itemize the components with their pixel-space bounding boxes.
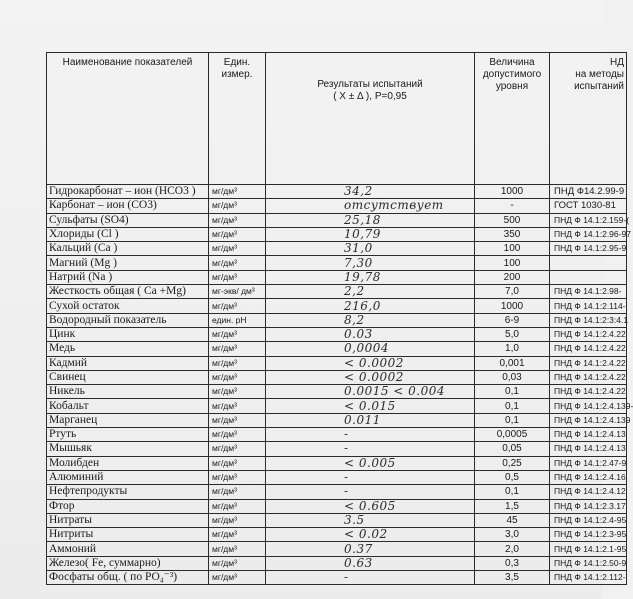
- table-row: [47, 356, 627, 370]
- method-reference: ПНД Ф 14.1:2.95-9: [550, 242, 627, 256]
- result-value: отсутствует: [266, 199, 475, 213]
- result-value: 31,0: [266, 242, 475, 256]
- result-value: < 0.02: [266, 528, 475, 542]
- unit-cell: мг/дм³: [209, 342, 266, 356]
- parameter-name: Кальций (Са ): [47, 242, 209, 256]
- parameter-name: Фтор: [47, 499, 209, 513]
- table-row: [47, 299, 627, 313]
- unit-cell: мг/дм³: [209, 399, 266, 413]
- unit-cell: мг/дм³: [209, 270, 266, 284]
- table-row: [47, 342, 627, 356]
- parameter-name: Марганец: [47, 413, 209, 427]
- result-value: 7,30: [266, 256, 475, 270]
- method-reference: ПНД Ф 14.1:2.50-9: [550, 556, 627, 570]
- unit-cell: мг-экв/ дм³: [209, 285, 266, 299]
- table-row: [47, 399, 627, 413]
- unit-cell: мг/дм³: [209, 571, 266, 585]
- limit-value: 500: [475, 213, 550, 227]
- limit-value: 350: [475, 227, 550, 241]
- unit-cell: мг/дм³: [209, 199, 266, 213]
- unit-cell: мг/дм³: [209, 442, 266, 456]
- limit-value: 0,03: [475, 370, 550, 384]
- result-value: < 0.605: [266, 499, 475, 513]
- limit-value: 7,0: [475, 285, 550, 299]
- result-value: 19,78: [266, 270, 475, 284]
- limit-value: 2,0: [475, 542, 550, 556]
- result-value: 2,2: [266, 285, 475, 299]
- method-reference: ПНД Ф 14.1:2.3-95: [550, 528, 627, 542]
- result-value: < 0.0002: [266, 356, 475, 370]
- limit-value: 200: [475, 270, 550, 284]
- table-row: [47, 428, 627, 442]
- table-row: [47, 270, 627, 284]
- table-row: [47, 528, 627, 542]
- parameter-name: Железо( Fe, суммарно): [47, 556, 209, 570]
- unit-cell: мг/дм³: [209, 242, 266, 256]
- limit-value: 0,0005: [475, 428, 550, 442]
- unit-cell: мг/дм³: [209, 327, 266, 341]
- parameter-name: Фосфаты общ. ( по РО₄⁻³): [47, 571, 209, 585]
- method-reference: ПНД Ф 14.1:2.4.22: [550, 385, 627, 399]
- method-reference: ПНД Ф 14.1:2.112-: [550, 571, 627, 585]
- method-reference: ПНД Ф 14.1:2.4.13: [550, 428, 627, 442]
- limit-value: 45: [475, 513, 550, 527]
- method-reference: ПНД Ф 14.1:2.4.12: [550, 485, 627, 499]
- unit-cell: мг/дм³: [209, 542, 266, 556]
- result-value: 0.37: [266, 542, 475, 556]
- parameter-name: Гидрокарбонат – ион (НСО3 ): [47, 185, 209, 199]
- table-row: [47, 213, 627, 227]
- unit-cell: мг/дм³: [209, 513, 266, 527]
- result-value: -: [266, 470, 475, 484]
- unit-cell: мг/дм³: [209, 456, 266, 470]
- table-row: [47, 256, 627, 270]
- result-value: 0.0015 < 0.004: [266, 385, 475, 399]
- limit-value: 6-9: [475, 313, 550, 327]
- limit-value: 3,5: [475, 571, 550, 585]
- table-row: [47, 385, 627, 399]
- method-reference: ПНД Ф 14.1:2.4.139-: [550, 399, 627, 413]
- method-reference: ПНД Ф 14.1:2.1-95: [550, 542, 627, 556]
- unit-cell: мг/дм³: [209, 485, 266, 499]
- result-value: 0.011: [266, 413, 475, 427]
- result-value: 8,2: [266, 313, 475, 327]
- table-row: [47, 513, 627, 527]
- header-limit: Величина допустимого уровня: [475, 53, 550, 185]
- limit-value: 0,1: [475, 385, 550, 399]
- table-row: [47, 313, 627, 327]
- limit-value: 0,05: [475, 442, 550, 456]
- parameter-name: Алюминий: [47, 470, 209, 484]
- parameter-name: Свинец: [47, 370, 209, 384]
- table-row: [47, 542, 627, 556]
- result-value: 25,18: [266, 213, 475, 227]
- parameter-name: Медь: [47, 342, 209, 356]
- result-value: -: [266, 428, 475, 442]
- limit-value: 1000: [475, 299, 550, 313]
- parameter-name: Сульфаты (SO4): [47, 213, 209, 227]
- result-value: 0.63: [266, 556, 475, 570]
- method-reference: ПНД Ф 14.1:2.96-97: [550, 227, 627, 241]
- table-row: [47, 556, 627, 570]
- parameter-name: Нитраты: [47, 513, 209, 527]
- table-row: [47, 227, 627, 241]
- table-row: [47, 370, 627, 384]
- unit-cell: мг/дм³: [209, 370, 266, 384]
- table-row: [47, 185, 627, 199]
- unit-cell: мг/дм³: [209, 556, 266, 570]
- unit-cell: мг/дм³: [209, 470, 266, 484]
- result-value: < 0.0002: [266, 370, 475, 384]
- method-reference: ПНД Ф 14.1:2.4-95: [550, 513, 627, 527]
- parameter-name: Жесткость общая ( Са +Mg): [47, 285, 209, 299]
- unit-cell: мг/дм³: [209, 413, 266, 427]
- header-result: Результаты испытаний ( Х ± Δ ), Р=0,95: [266, 53, 475, 185]
- limit-value: 100: [475, 256, 550, 270]
- table-row: [47, 285, 627, 299]
- result-value: 34,2: [266, 185, 475, 199]
- unit-cell: мг/дм³: [209, 385, 266, 399]
- parameter-name: Карбонат – ион (СО3): [47, 199, 209, 213]
- method-reference: [550, 256, 627, 270]
- method-reference: ПНД Ф 14.1:2.114-: [550, 299, 627, 313]
- table-row: [47, 456, 627, 470]
- limit-value: 0,3: [475, 556, 550, 570]
- table-row: [47, 470, 627, 484]
- method-reference: ПНД Ф 14.1:2.159-(: [550, 213, 627, 227]
- limit-value: 100: [475, 242, 550, 256]
- parameter-name: Хлориды (Cl ): [47, 227, 209, 241]
- method-reference: ПНД Ф14.2.99-9: [550, 185, 627, 199]
- result-value: 216,0: [266, 299, 475, 313]
- result-value: < 0.015: [266, 399, 475, 413]
- result-value: 0,0004: [266, 342, 475, 356]
- result-value: 0.03: [266, 327, 475, 341]
- parameter-name: Цинк: [47, 327, 209, 341]
- method-reference: ПНД Ф 14.1:2.4.22: [550, 356, 627, 370]
- limit-value: 0,1: [475, 485, 550, 499]
- method-reference: ПНД Ф 14.1:2:3:4.1: [550, 313, 627, 327]
- method-reference: ПНД Ф 14.1:2.4.16: [550, 470, 627, 484]
- result-value: 10,79: [266, 227, 475, 241]
- table-row: [47, 442, 627, 456]
- unit-cell: мг/дм³: [209, 299, 266, 313]
- limit-value: -: [475, 199, 550, 213]
- table-header-row: [47, 53, 627, 185]
- method-reference: ПНД Ф 14.1:2.3.17: [550, 499, 627, 513]
- parameter-name: Кобальт: [47, 399, 209, 413]
- unit-cell: мг/дм³: [209, 499, 266, 513]
- method-reference: ПНД Ф 14.1:2.4.22: [550, 327, 627, 341]
- limit-value: 0,1: [475, 413, 550, 427]
- unit-cell: мг/дм³: [209, 528, 266, 542]
- table-row: [47, 199, 627, 213]
- method-reference: ПНД Ф 14.1:2.4.22: [550, 342, 627, 356]
- parameter-name: Натрий (Na ): [47, 270, 209, 284]
- header-name: Наименование показателей: [47, 53, 209, 185]
- parameter-name: Нефтепродукты: [47, 485, 209, 499]
- table-row: [47, 413, 627, 427]
- parameter-name: Кадмий: [47, 356, 209, 370]
- result-value: 3.5: [266, 513, 475, 527]
- unit-cell: един. рН: [209, 313, 266, 327]
- result-value: -: [266, 485, 475, 499]
- unit-cell: мг/дм³: [209, 227, 266, 241]
- table-row: [47, 327, 627, 341]
- limit-value: 5,0: [475, 327, 550, 341]
- method-reference: ПНД Ф 14.1:2.4.139: [550, 413, 627, 427]
- header-unit: Един. измер.: [209, 53, 266, 185]
- parameter-name: Ртуть: [47, 428, 209, 442]
- limit-value: 3,0: [475, 528, 550, 542]
- parameter-name: Магний (Mg ): [47, 256, 209, 270]
- limit-value: 1,0: [475, 342, 550, 356]
- header-nd: НД на методы испытаний: [550, 53, 627, 185]
- result-value: < 0.005: [266, 456, 475, 470]
- method-reference: ПНД Ф 14.1:2.4.22: [550, 370, 627, 384]
- limit-value: 0,1: [475, 399, 550, 413]
- parameter-name: Молибден: [47, 456, 209, 470]
- method-reference: [550, 270, 627, 284]
- result-value: -: [266, 571, 475, 585]
- unit-cell: мг/дм³: [209, 185, 266, 199]
- limit-value: 0,5: [475, 470, 550, 484]
- limit-value: 0,25: [475, 456, 550, 470]
- table-row: [47, 485, 627, 499]
- table-row: [47, 499, 627, 513]
- parameter-name: Мышьяк: [47, 442, 209, 456]
- limit-value: 0,001: [475, 356, 550, 370]
- parameter-name: Сухой остаток: [47, 299, 209, 313]
- parameter-name: Нитриты: [47, 528, 209, 542]
- method-reference: ПНД Ф 14.1:2.98-: [550, 285, 627, 299]
- method-reference: ПНД Ф 14.1:2.4.13: [550, 442, 627, 456]
- table-row: [47, 242, 627, 256]
- unit-cell: мг/дм³: [209, 428, 266, 442]
- unit-cell: мг/дм³: [209, 256, 266, 270]
- limit-value: 1000: [475, 185, 550, 199]
- table-row: [47, 571, 627, 585]
- parameter-name: Водородный показатель: [47, 313, 209, 327]
- result-value: -: [266, 442, 475, 456]
- results-table: [46, 52, 633, 585]
- unit-cell: мг/дм³: [209, 213, 266, 227]
- parameter-name: Никель: [47, 385, 209, 399]
- method-reference: ПНД Ф 14.1:2.47-9: [550, 456, 627, 470]
- parameter-name: Аммоний: [47, 542, 209, 556]
- limit-value: 1,5: [475, 499, 550, 513]
- method-reference: ГОСТ 1030-81: [550, 199, 627, 213]
- unit-cell: мг/дм³: [209, 356, 266, 370]
